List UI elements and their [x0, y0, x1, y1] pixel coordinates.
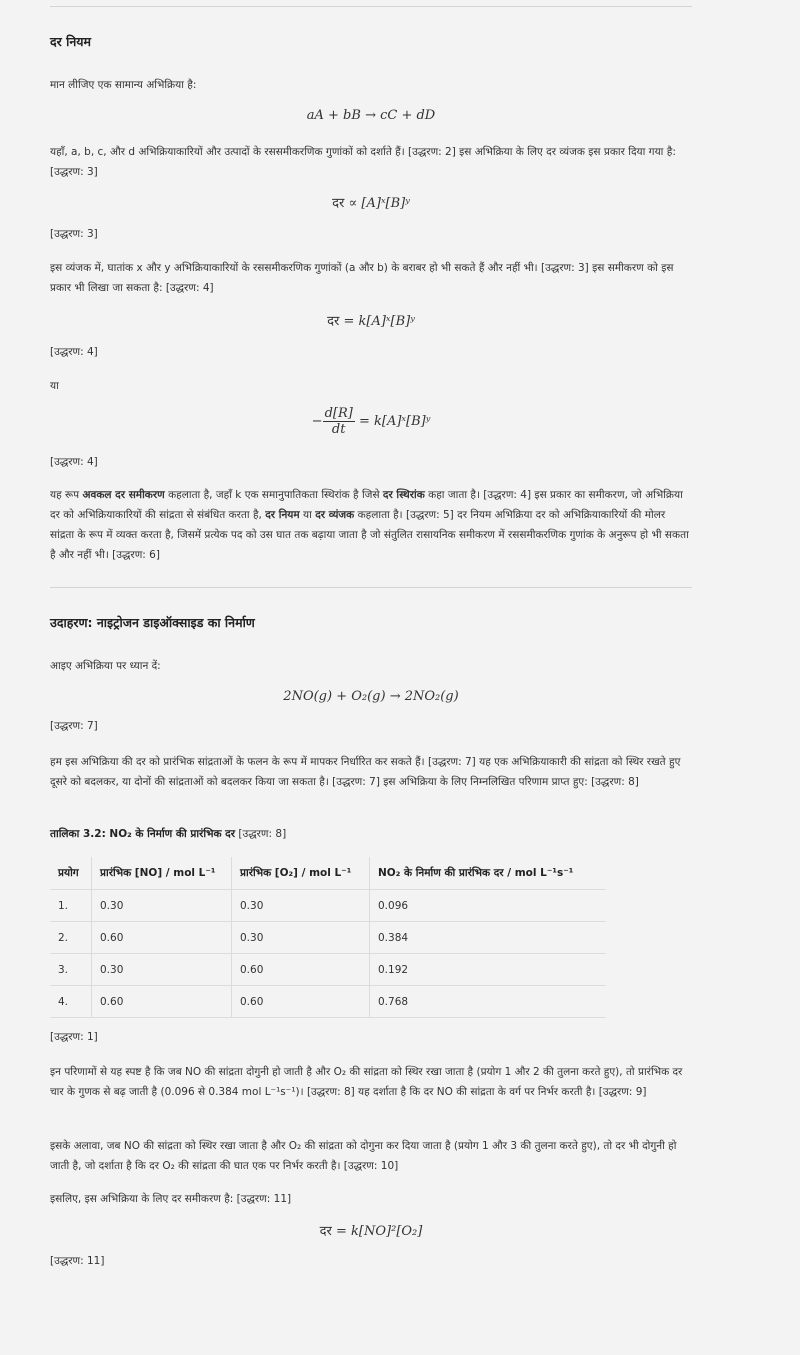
- or-text: या: [50, 380, 59, 392]
- bold-term: दर स्थिरांक: [382, 489, 425, 501]
- equation-rhs: ∝ [A]ˣ[B]ʸ: [348, 196, 410, 211]
- table-cell: 0.30: [92, 890, 232, 922]
- fraction-denominator: dt: [331, 422, 346, 437]
- equation: 2NO(g) + O₂(g) → 2NO₂(g): [283, 689, 459, 704]
- caption-title: तालिका 3.2: NO₂ के निर्माण की प्रारंभिक दर: [50, 828, 236, 840]
- equation: [50, 1221, 692, 1239]
- table-cell: 0.768: [370, 986, 607, 1018]
- rates-table: [50, 857, 606, 1018]
- paragraph: इस व्यंजक में, घातांक x और y अभिक्रियाकारियों के रससमीकरणिक गुणांकों (a और b) के बराबर हो भी सकते हैं और नहीं भी। [उद्धरण: 3] इस समीकरण को इस प्रकार भी लिखा जा सकता है: [उद्धरण: 4]: [50, 262, 674, 294]
- section-heading: दर नियम: [50, 34, 92, 49]
- table-header: प्रारंभिक [O₂] / mol L⁻¹: [232, 857, 370, 890]
- table-cell: 0.192: [370, 954, 607, 986]
- table-header-row: [50, 857, 606, 890]
- section-heading: उदाहरण: नाइट्रोजन डाइऑक्साइड का निर्माण: [50, 615, 255, 630]
- text-run: कहलाता है, जहाँ k एक समानुपातिकता स्थिरांक है जिसे: [164, 489, 383, 501]
- citation: [उद्धरण: 4]: [50, 346, 98, 358]
- paragraph: [50, 485, 692, 565]
- text-run: या: [299, 509, 316, 521]
- table-cell: 0.60: [232, 986, 370, 1018]
- rate-word: दर: [319, 1224, 332, 1239]
- equation-rhs: = k[A]ˣ[B]ʸ: [358, 414, 431, 429]
- citation: [उद्धरण: 11]: [50, 1255, 105, 1267]
- bold-term: दर नियम: [265, 509, 300, 521]
- table-row: [50, 922, 606, 954]
- paragraph: हम इस अभिक्रिया की दर को प्रारंभिक सांद्रताओं के फलन के रूप में मापकर निर्धारित कर सकते हैं। [उद्धरण: 7] यह एक अभिक्रियाकारी की सांद्रता को स्थिर रखते हुए दूसरे को बदलकर, या दोनों की सांद्रताओं को बदलकर किया जा सकता है। [उद्धरण: 7] इस अभिक्रिया के लिए निम्नलिखित परिणाम प्राप्त हुए: [उद्धरण: 8]: [50, 756, 681, 788]
- table-header: प्रारंभिक [NO] / mol L⁻¹: [92, 857, 232, 890]
- rate-word: दर: [332, 196, 345, 211]
- text-run: कहा जाता है। [उद्धरण: 4] इस प्रकार का समीकरण, जो अभिक्रिया दर को अभिक्रियाकारियों की सांद्रता से संबंधित करता है,: [50, 489, 683, 521]
- table-cell: 0.30: [232, 890, 370, 922]
- paragraph: आइए अभिक्रिया पर ध्यान दें:: [50, 660, 161, 672]
- differential-equation: − $\frac{d[R]}{dt}$ = k[A]ˣ[B]ʸ: [311, 406, 431, 437]
- table-cell: 0.60: [92, 986, 232, 1018]
- citation: [उद्धरण: 7]: [50, 720, 98, 732]
- table-row: [50, 954, 606, 986]
- text-run: कहलाता है। [उद्धरण: 5] दर नियम अभिक्रिया दर को अभिक्रियाकारियों की मोलर सांद्रता के रूप में व्यक्त करता है, जिसमें प्रत्येक पद को उस घात तक बढ़ाया जाता है जो संतुलित रासायनिक समीकरण में रससमीकरणिक गुणांक के अनुरूप हो भी सकता है और नहीं भी। [उद्धरण: 6]: [50, 509, 689, 561]
- paragraph: यहाँ, a, b, c, और d अभिक्रियाकारियों और उत्पादों के रससमीकरणिक गुणांकों को दर्शाते हैं। [उद्धरण: 2] इस अभिक्रिया के लिए दर व्यंजक इस प्रकार दिया गया है: [उद्धरण: 3]: [50, 146, 676, 178]
- table-row: [50, 986, 606, 1018]
- table-cell: 3.: [50, 954, 92, 986]
- table-cell: 0.096: [370, 890, 607, 922]
- paragraph: इसलिए, इस अभिक्रिया के लिए दर समीकरण है: [उद्धरण: 11]: [50, 1193, 292, 1205]
- table-cell: 0.30: [92, 954, 232, 986]
- citation: [उद्धरण: 4]: [50, 456, 98, 468]
- table-caption: [50, 827, 286, 841]
- rate-word: दर: [327, 314, 340, 329]
- fraction: [323, 406, 355, 437]
- table-cell: 1.: [50, 890, 92, 922]
- bold-term: अवकल दर समीकरण: [82, 489, 165, 501]
- equation-rhs: = k[A]ˣ[B]ʸ: [343, 314, 415, 329]
- paragraph: इन परिणामों से यह स्पष्ट है कि जब NO की सांद्रता दोगुनी हो जाती है और O₂ की सांद्रता को स्थिर रखा जाता है (प्रयोग 1 और 2 की तुलना करते हुए), तो प्रारंभिक दर चार के गुणक से बढ़ जाती है (0.096 से 0.384 mol L⁻¹s⁻¹)। [उद्धरण: 8] यह दर्शाता है कि दर NO की सांद्रता के वर्ग पर निर्भर करती है। [उद्धरण: 9]: [50, 1066, 683, 1098]
- paragraph: मान लीजिए एक सामान्य अभिक्रिया है:: [50, 79, 197, 91]
- table-cell: 0.30: [232, 922, 370, 954]
- equation: [50, 193, 692, 211]
- citation: [उद्धरण: 3]: [50, 228, 98, 240]
- fraction-numerator: d[R]: [324, 406, 353, 421]
- divider: [50, 587, 692, 588]
- equation-rhs: = k[NO]²[O₂]: [336, 1224, 423, 1239]
- equation: aA + bB → cC + dD: [306, 108, 436, 123]
- table-header: प्रयोग: [50, 857, 92, 890]
- table-cell: 4.: [50, 986, 92, 1018]
- divider: [50, 6, 692, 7]
- bold-term: दर व्यंजक: [315, 509, 355, 521]
- table-header: NO₂ के निर्माण की प्रारंभिक दर / mol L⁻¹s⁻¹: [370, 857, 607, 890]
- paragraph: इसके अलावा, जब NO की सांद्रता को स्थिर रखा जाता है और O₂ की सांद्रता को दोगुना कर दिया जाता है (प्रयोग 1 और 3 की तुलना करते हुए), तो दर भी दोगुनी हो जाती है, जो दर्शाता है कि दर O₂ की सांद्रता की घात एक पर निर्भर करती है। [उद्धरण: 10]: [50, 1140, 677, 1172]
- table-cell: 0.60: [92, 922, 232, 954]
- table-row: [50, 890, 606, 922]
- caption-citation: [उद्धरण: 8]: [235, 828, 287, 840]
- table-cell: 0.384: [370, 922, 607, 954]
- equation: [50, 311, 692, 329]
- citation: [उद्धरण: 1]: [50, 1031, 98, 1043]
- table-cell: 0.60: [232, 954, 370, 986]
- table-cell: 2.: [50, 922, 92, 954]
- text-run: यह रूप: [50, 489, 83, 501]
